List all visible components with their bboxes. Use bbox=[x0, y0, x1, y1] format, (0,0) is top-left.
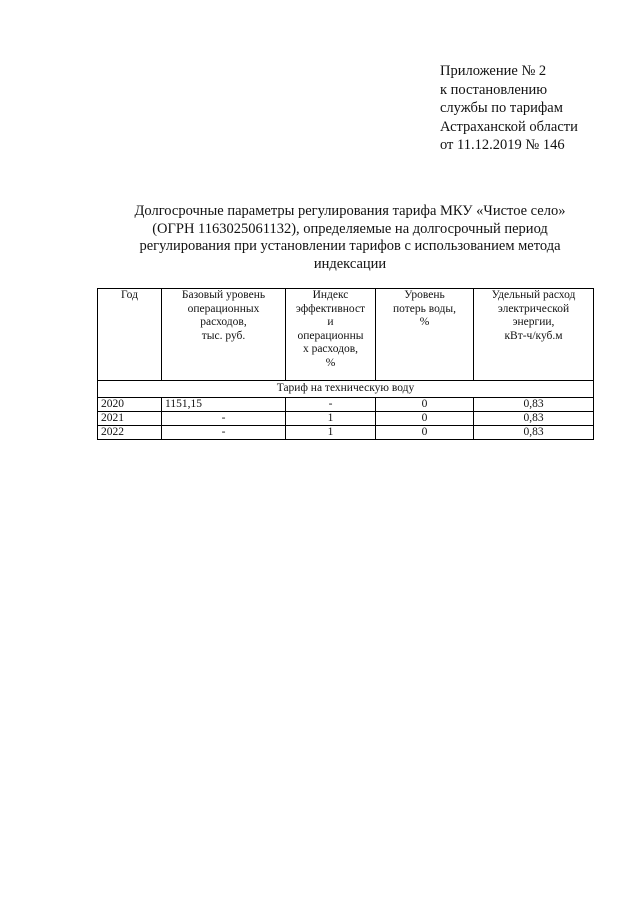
cell-year: 2021 bbox=[98, 412, 162, 426]
appendix-line: к постановлению bbox=[440, 81, 548, 98]
header-year: Год bbox=[98, 289, 162, 381]
section-title: Тариф на техническую воду bbox=[98, 381, 594, 398]
title-line: (ОГРН 1163025061132), определяемые на долгосрочный период bbox=[152, 220, 548, 237]
cell-base-opex: - bbox=[162, 426, 286, 440]
cell-base-opex: 1151,15 bbox=[162, 398, 286, 412]
header-energy-consumption: Удельный расход электрической энергии, кВт-ч/куб.м bbox=[474, 289, 594, 381]
cell-year: 2020 bbox=[98, 398, 162, 412]
cell-energy-consumption: 0,83 bbox=[474, 426, 594, 440]
table-row bbox=[98, 426, 594, 440]
appendix-line: Астраханской области bbox=[440, 118, 578, 135]
cell-water-loss: 0 bbox=[376, 412, 474, 426]
cell-year: 2022 bbox=[98, 426, 162, 440]
cell-efficiency-index: 1 bbox=[286, 412, 376, 426]
cell-efficiency-index: - bbox=[286, 398, 376, 412]
cell-base-opex: - bbox=[162, 412, 286, 426]
table-row bbox=[98, 398, 594, 412]
title-line: Долгосрочные параметры регулирования тарифа МКУ «Чистое село» bbox=[134, 203, 566, 219]
parameters-table bbox=[97, 288, 594, 440]
appendix-line: от 11.12.2019 № 146 bbox=[440, 137, 565, 154]
cell-energy-consumption: 0,83 bbox=[474, 398, 594, 412]
cell-water-loss: 0 bbox=[376, 398, 474, 412]
header-base-opex: Базовый уровень операционных расходов, тыс. руб. bbox=[162, 289, 286, 381]
table-header-row bbox=[98, 289, 594, 381]
table-section-row bbox=[98, 381, 594, 398]
cell-efficiency-index: 1 bbox=[286, 426, 376, 440]
appendix-block bbox=[440, 62, 630, 155]
header-efficiency-index: Индекс эффективност и операционны х расходов, % bbox=[286, 289, 376, 381]
cell-water-loss: 0 bbox=[376, 426, 474, 440]
appendix-line: службы по тарифам bbox=[440, 100, 563, 117]
document-title bbox=[110, 203, 590, 273]
header-water-loss: Уровень потерь воды, % bbox=[376, 289, 474, 381]
table-row bbox=[98, 412, 594, 426]
appendix-line: Приложение № 2 bbox=[440, 63, 547, 79]
cell-energy-consumption: 0,83 bbox=[474, 412, 594, 426]
title-line: регулирования при установлении тарифов с использованием метода bbox=[139, 238, 561, 255]
title-line: индексации bbox=[313, 255, 387, 272]
